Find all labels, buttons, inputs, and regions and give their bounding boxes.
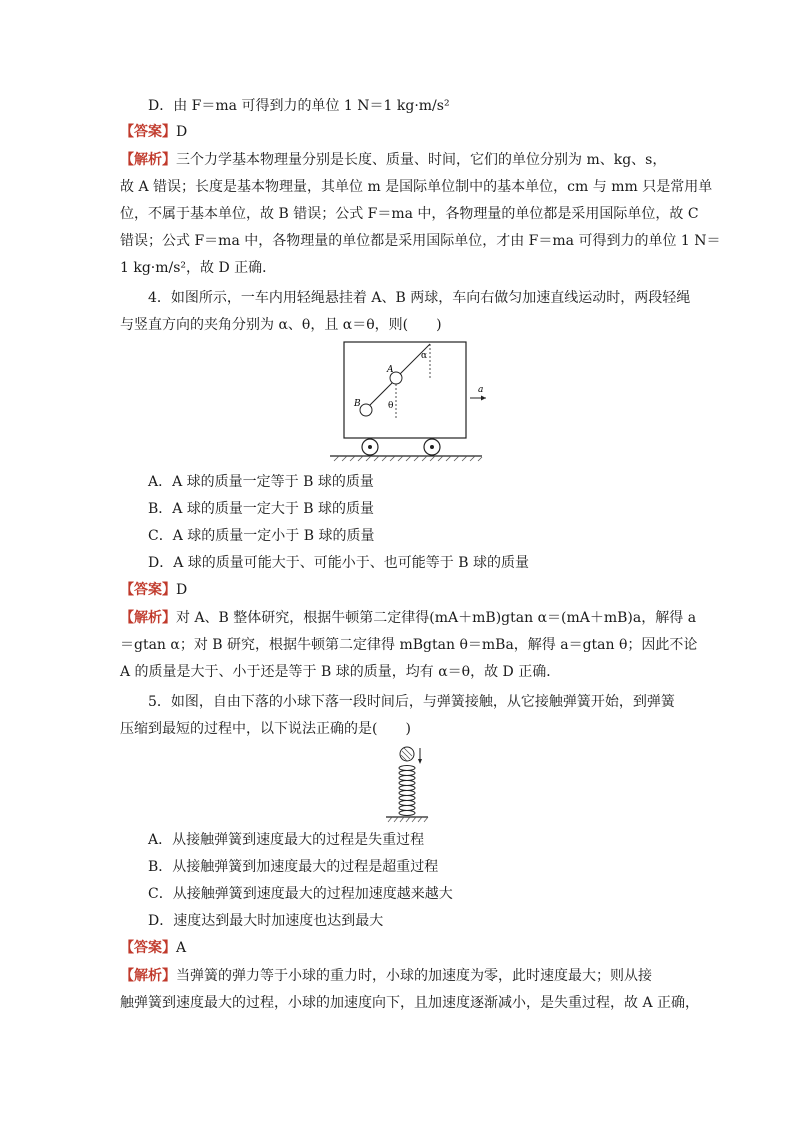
answer-value: D <box>176 124 188 140</box>
ball-b <box>360 404 372 416</box>
q4-option-c: C．A 球的质量一定小于 B 球的质量 <box>148 528 375 544</box>
answer-tag: 【答案】 <box>120 124 176 140</box>
q4-option-b: B．A 球的质量一定大于 B 球的质量 <box>148 501 375 517</box>
q4-analysis-line: A 的质量是大于、小于还是等于 B 球的质量，均有 α＝θ，故 D 正确． <box>120 664 561 680</box>
q5-option-a: A．从接触弹簧到速度最大的过程是失重过程 <box>148 832 425 848</box>
cart-body <box>344 342 466 438</box>
q3-analysis-line: 错误；公式 F＝ma 中，各物理量的单位都是采用国际单位，才由 F＝ma 可得到力的单位 1 N＝ <box>120 233 721 249</box>
q5-analysis-line: 触弹簧到速度最大的过程，小球的加速度向下，且加速度逐渐减小，是失重过程，故 A 正确， <box>120 995 700 1011</box>
analysis-text: 三个力学基本物理量分别是长度、质量、时间，它们的单位分别为 m、kg、s， <box>176 152 667 168</box>
answer-tag: 【答案】 <box>120 940 176 956</box>
answer-tag: 【答案】 <box>120 582 176 598</box>
q3-option-d: D．由 F＝ma 可得到力的单位 1 N＝1 kg·m/s² <box>148 98 450 114</box>
q3-answer <box>120 122 680 142</box>
answer-value: D <box>176 582 188 598</box>
q3-analysis-line: 位，不属于基本单位，故 B 错误；公式 F＝ma 中，各物理量的单位都是采用国际单位，故 C <box>120 206 699 222</box>
q5-stem-line: 压缩到最短的过程中，以下说法正确的是( ) <box>120 721 411 737</box>
q4-analysis-line: ＝gtan α；对 B 研究，根据牛顿第二定律得 mBgtan θ＝mBa，解得 a＝gtan θ；因此不论 <box>120 637 698 653</box>
spring <box>399 766 415 816</box>
label-acceleration: a <box>478 385 484 395</box>
q3-analysis-line: 故 A 错误；长度是基本物理量，其单位 m 是国际单位制中的基本单位，cm 与 mm 只是常用单 <box>120 179 713 195</box>
q3-analysis-line <box>120 150 680 170</box>
q4-option-d: D．A 球的质量可能大于、可能小于、也可能等于 B 球的质量 <box>148 555 529 571</box>
q5-stem-line: 5．如图，自由下落的小球下落一段时间后，与弹簧接触，从它接触弹簧开始，到弹簧 <box>148 694 675 710</box>
label-b: B <box>354 399 361 409</box>
falling-ball <box>400 747 414 761</box>
q3-analysis-line: 1 kg·m/s²，故 D 正确． <box>120 260 277 276</box>
q5-option-b: B．从接触弹簧到加速度最大的过程是超重过程 <box>148 859 439 875</box>
q5-option-d: D．速度达到最大时加速度也达到最大 <box>148 913 384 929</box>
q4-stem-line: 4．如图所示，一车内用轻绳悬挂着 A、B 两球，车向右做匀加速直线运动时，两段轻绳 <box>148 290 691 306</box>
q4-option-a: A．A 球的质量一定等于 B 球的质量 <box>148 474 374 490</box>
q5-option-c: C．从接触弹簧到速度最大的过程加速度越来越大 <box>148 886 453 902</box>
cart-pendulum-figure <box>330 336 490 466</box>
q5-answer <box>120 938 680 958</box>
analysis-tag: 【解析】 <box>120 152 176 168</box>
analysis-text: 对 A、B 整体研究，根据牛顿第二定律得(mA＋mB)gtan α＝(mA＋mB)a，解得 a <box>176 610 697 626</box>
fall-direction-arrow-head <box>418 759 422 764</box>
q4-stem-line: 与竖直方向的夹角分别为 α、θ，且 α＝θ，则( ) <box>120 317 442 333</box>
answer-value: A <box>176 940 187 956</box>
q4-analysis-line <box>120 608 697 628</box>
analysis-tag: 【解析】 <box>120 968 176 984</box>
ground-hatching <box>334 456 482 461</box>
base-hatching <box>388 817 428 822</box>
analysis-tag: 【解析】 <box>120 610 176 626</box>
spring-ball-figure <box>382 742 432 828</box>
q5-analysis-line <box>120 966 680 986</box>
label-alpha: α <box>421 351 428 361</box>
label-a: A <box>387 365 394 375</box>
acceleration-arrow-head <box>481 396 486 401</box>
label-theta: θ <box>388 401 394 411</box>
q4-answer <box>120 580 680 600</box>
analysis-text: 当弹簧的弹力等于小球的重力时，小球的加速度为零，此时速度最大；则从接 <box>176 968 652 984</box>
